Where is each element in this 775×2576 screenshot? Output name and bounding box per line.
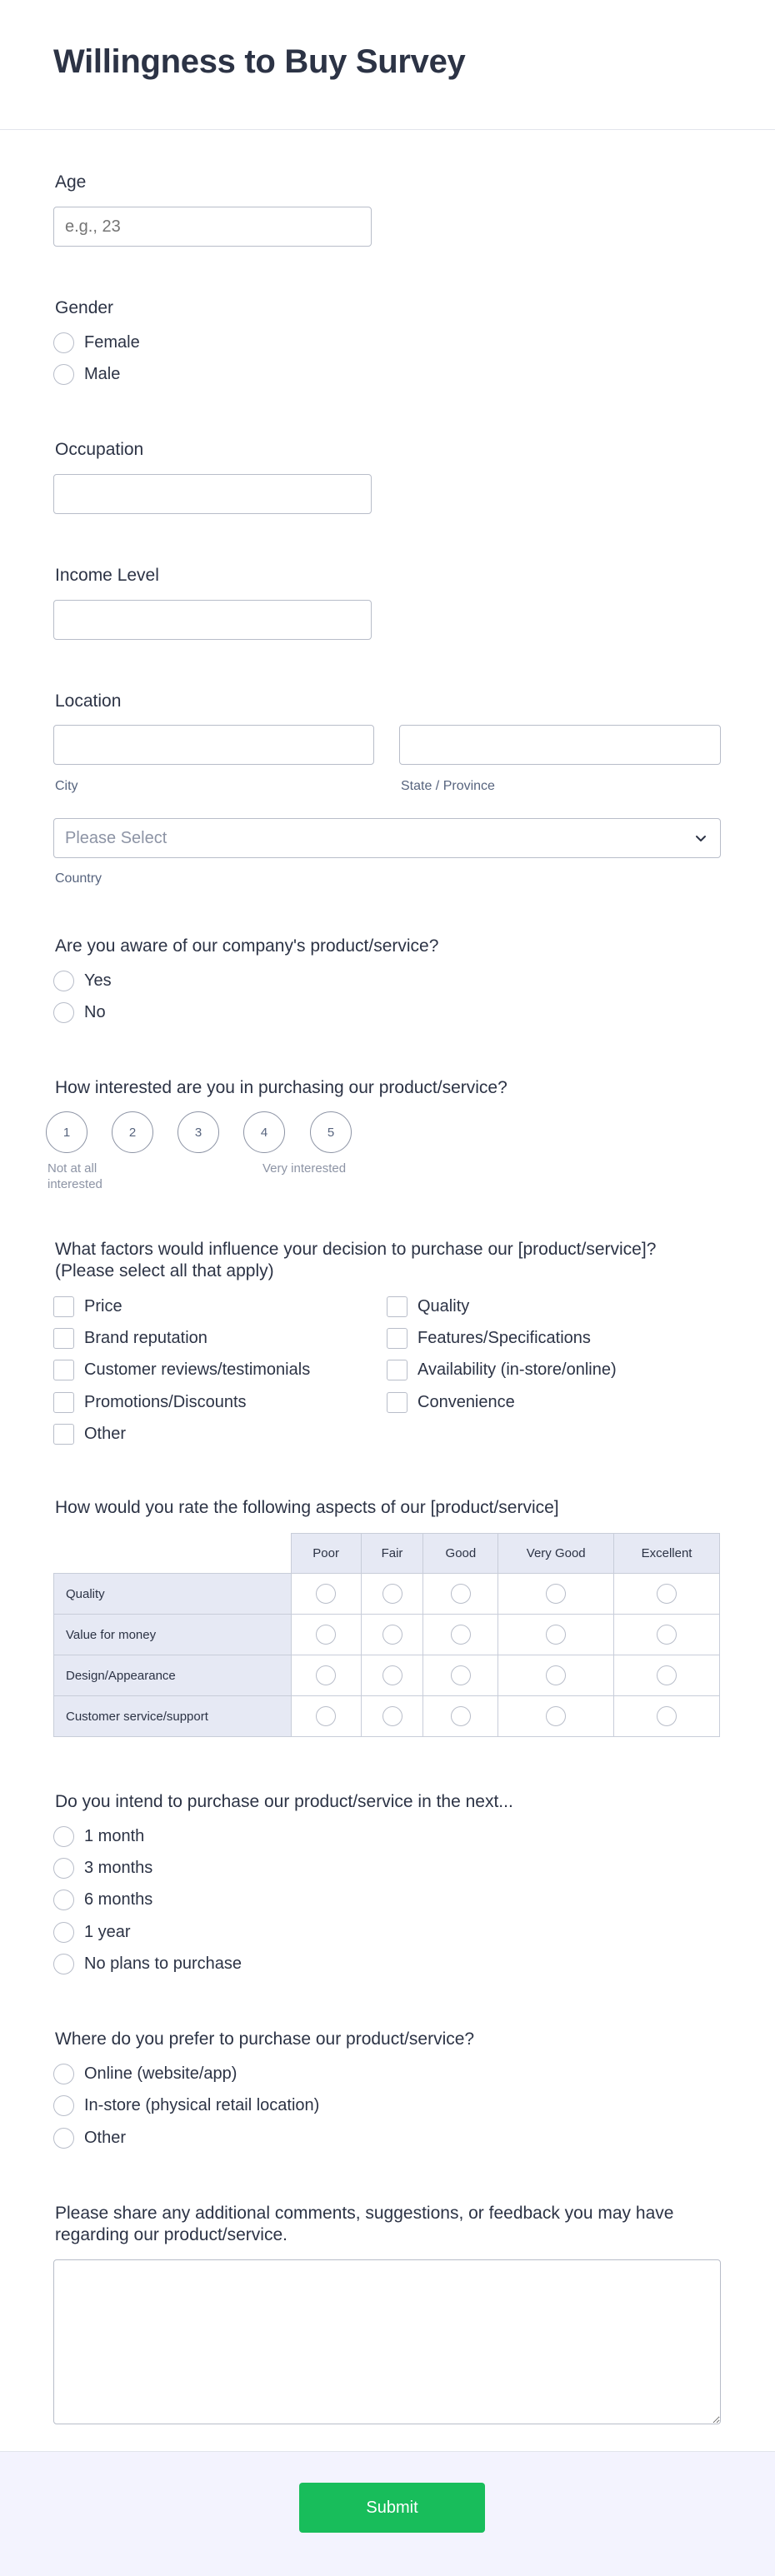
factor-customer-reviews[interactable]: Customer reviews/testimonials (53, 1360, 310, 1380)
checkbox[interactable] (53, 1328, 74, 1349)
matrix-row-header: Design/Appearance (54, 1655, 292, 1696)
gender-option-male[interactable] (53, 364, 120, 385)
location-label: Location (55, 691, 122, 711)
matrix-radio[interactable] (657, 1584, 677, 1604)
scale-low-label: Not at all interested (48, 1161, 102, 1191)
factor-price[interactable]: Price (53, 1296, 122, 1317)
matrix-corner (54, 1534, 292, 1574)
radio-button[interactable] (53, 364, 74, 385)
scale-high-label: Very interested (262, 1161, 347, 1176)
country-select-placeholder: Please Select (65, 829, 168, 847)
radio-button[interactable] (53, 1954, 74, 1974)
rating-label: How would you rate the following aspects of our [product/service] (55, 1498, 559, 1517)
matrix-radio[interactable] (657, 1706, 677, 1726)
awareness-label: Are you aware of our company's product/service? (55, 936, 439, 956)
channel-option-online[interactable]: Online (website/app) (53, 2064, 237, 2084)
factor-promotions[interactable]: Promotions/Discounts (53, 1392, 247, 1413)
form-header (0, 0, 775, 130)
factor-quality[interactable]: Quality (387, 1296, 469, 1317)
scale-option-3[interactable]: 3 (178, 1111, 219, 1153)
radio-button[interactable] (53, 2095, 74, 2116)
matrix-radio[interactable] (316, 1584, 336, 1604)
factor-features[interactable]: Features/Specifications (387, 1328, 591, 1349)
radio-button[interactable] (53, 1858, 74, 1879)
matrix-row (54, 1615, 720, 1655)
matrix-row (54, 1655, 720, 1696)
matrix-radio[interactable] (382, 1625, 402, 1645)
matrix-radio[interactable] (316, 1665, 336, 1685)
option-label: Female (84, 333, 140, 352)
matrix-radio[interactable] (451, 1625, 471, 1645)
radio-button[interactable] (53, 1890, 74, 1910)
timeline-option-6-months[interactable]: 6 months (53, 1890, 152, 1910)
matrix-radio[interactable] (451, 1706, 471, 1726)
awareness-option-no[interactable] (53, 1002, 106, 1023)
city-sublabel: City (55, 779, 78, 793)
age-label: Age (55, 172, 87, 192)
matrix-row (54, 1696, 720, 1737)
scale-option-4[interactable]: 4 (243, 1111, 285, 1153)
matrix-radio[interactable] (316, 1706, 336, 1726)
country-select[interactable] (53, 818, 721, 858)
factor-availability[interactable]: Availability (in-store/online) (387, 1360, 617, 1380)
matrix-column-header: Fair (361, 1534, 423, 1574)
channel-option-in-store[interactable]: In-store (physical retail location) (53, 2095, 319, 2116)
checkbox[interactable] (387, 1392, 408, 1413)
scale-option-5[interactable]: 5 (310, 1111, 352, 1153)
submit-button[interactable]: Submit (299, 2483, 485, 2533)
factor-convenience[interactable]: Convenience (387, 1392, 515, 1413)
timeline-label: Do you intend to purchase our product/service in the next... (55, 1792, 513, 1811)
matrix-radio[interactable] (546, 1665, 566, 1685)
matrix-radio[interactable] (451, 1584, 471, 1604)
matrix-radio[interactable] (546, 1625, 566, 1645)
matrix-radio[interactable] (316, 1625, 336, 1645)
option-label: No (84, 1003, 106, 1021)
timeline-option-3-months[interactable]: 3 months (53, 1858, 152, 1879)
matrix-radio[interactable] (382, 1665, 402, 1685)
awareness-option-yes[interactable] (53, 971, 112, 991)
matrix-radio[interactable] (382, 1584, 402, 1604)
channel-option-other[interactable]: Other (53, 2128, 126, 2149)
factors-label: What factors would influence your decision to purchase our [product/service]? (Please select all that apply) (55, 1240, 657, 1281)
radio-button[interactable] (53, 1922, 74, 1943)
matrix-radio[interactable] (546, 1706, 566, 1726)
timeline-option-no-plans[interactable]: No plans to purchase (53, 1954, 242, 1974)
interest-label: How interested are you in purchasing our product/service? (55, 1078, 508, 1097)
gender-label: Gender (55, 298, 114, 317)
checkbox[interactable] (53, 1296, 74, 1317)
matrix-column-header: Good (423, 1534, 498, 1574)
checkbox[interactable] (387, 1360, 408, 1380)
city-input[interactable] (53, 725, 374, 765)
matrix-radio[interactable] (657, 1625, 677, 1645)
channel-label: Where do you prefer to purchase our product/service? (55, 2029, 475, 2049)
age-input[interactable] (53, 207, 372, 247)
comments-label: Please share any additional comments, suggestions, or feedback you may have regarding our product/service. (55, 2204, 674, 2244)
matrix-row-header: Value for money (54, 1615, 292, 1655)
checkbox[interactable] (53, 1360, 74, 1380)
state-sublabel: State / Province (401, 779, 495, 793)
factor-brand-reputation[interactable]: Brand reputation (53, 1328, 208, 1349)
radio-button[interactable] (53, 332, 74, 353)
matrix-column-header: Poor (291, 1534, 361, 1574)
factor-other[interactable]: Other (53, 1424, 126, 1445)
comments-textarea[interactable] (53, 2259, 721, 2424)
matrix-radio[interactable] (657, 1665, 677, 1685)
radio-button[interactable] (53, 2128, 74, 2149)
checkbox[interactable] (387, 1296, 408, 1317)
state-input[interactable] (399, 725, 721, 765)
checkbox[interactable] (387, 1328, 408, 1349)
occupation-label: Occupation (55, 440, 144, 459)
matrix-row (54, 1574, 720, 1615)
matrix-row-header: Customer service/support (54, 1696, 292, 1737)
checkbox[interactable] (53, 1424, 74, 1445)
matrix-radio[interactable] (546, 1584, 566, 1604)
form-title: Willingness to Buy Survey (53, 43, 466, 80)
timeline-option-1-month[interactable]: 1 month (53, 1826, 144, 1847)
radio-button[interactable] (53, 1826, 74, 1847)
occupation-input[interactable] (53, 474, 372, 514)
country-sublabel: Country (55, 871, 102, 886)
rating-matrix (53, 1533, 720, 1737)
checkbox[interactable] (53, 1392, 74, 1413)
matrix-column-header: Excellent (614, 1534, 720, 1574)
scale-option-1[interactable]: 1 (46, 1111, 88, 1153)
timeline-option-1-year[interactable]: 1 year (53, 1922, 131, 1943)
radio-button[interactable] (53, 1002, 74, 1023)
option-label: Yes (84, 971, 112, 990)
chevron-down-icon (693, 831, 708, 846)
radio-button[interactable] (53, 971, 74, 991)
matrix-row-header: Quality (54, 1574, 292, 1615)
matrix-column-header: Very Good (498, 1534, 614, 1574)
scale-option-2[interactable]: 2 (112, 1111, 153, 1153)
matrix-radio[interactable] (382, 1706, 402, 1726)
option-label: Male (84, 365, 121, 383)
income-label: Income Level (55, 566, 159, 585)
income-input[interactable] (53, 600, 372, 640)
radio-button[interactable] (53, 2064, 74, 2084)
gender-option-female[interactable] (53, 332, 140, 353)
matrix-radio[interactable] (451, 1665, 471, 1685)
